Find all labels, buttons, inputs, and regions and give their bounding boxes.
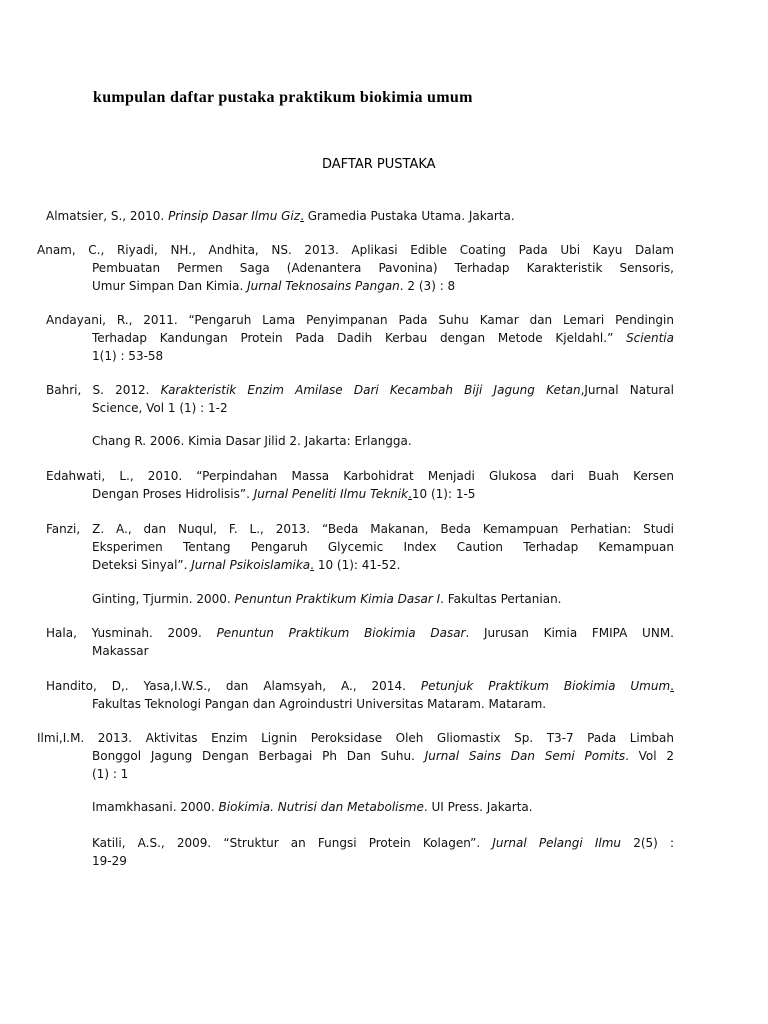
reference-text: ,Jurnal Natural <box>580 383 674 397</box>
reference-text: Andayani, R., 2011. “Pengaruh Lama Penyimpanan Pada Suhu Kamar dan Lemari Pendingin <box>46 313 674 327</box>
reference-line <box>37 729 674 747</box>
reference-text: Imamkhasani. 2000. <box>92 800 219 814</box>
reference-line <box>46 624 674 642</box>
reference-line <box>92 399 228 417</box>
reference-text: 1(1) : 53-58 <box>92 349 164 363</box>
reference-text: Fanzi, Z. A., dan Nuqul, F. L., 2013. “Beda Makanan, Beda Kemampuan Perhatian: Studi <box>46 522 674 536</box>
reference-line <box>46 381 674 399</box>
reference-line <box>46 311 674 329</box>
reference-text: Deteksi Sinyal”. <box>92 558 192 572</box>
reference-text: Pembuatan Permen Saga (Adenantera Pavonina) Terhadap Karakteristik Sensoris, <box>92 261 674 275</box>
reference-text: Edahwati, L., 2010. “Perpindahan Massa Karbohidrat Menjadi Glukosa dari Buah Kersen <box>46 469 674 483</box>
reference-text: Dengan Proses Hidrolisis”. <box>92 487 254 501</box>
reference-text: Katili, A.S., 2009. “Struktur an Fungsi Protein Kolagen”. <box>92 836 493 850</box>
section-title: DAFTAR PUSTAKA <box>322 157 436 172</box>
reference-text: Umur Simpan Dan Kimia. <box>92 279 248 293</box>
reference-text: . <box>408 487 412 501</box>
reference-text: Terhadap Kandungan Protein Pada Dadih Kerbau dengan Metode Kjeldahl.” <box>92 331 627 345</box>
reference-title: Jurnal Psikoislamika <box>191 558 311 572</box>
reference-title: Jurnal Teknosains Pangan <box>247 279 400 293</box>
reference-line <box>46 520 674 538</box>
reference-line <box>92 432 412 450</box>
reference-line <box>92 834 674 852</box>
reference-line <box>92 259 674 277</box>
reference-line <box>92 277 455 295</box>
reference-title: Jurnal Peneliti Ilmu Teknik <box>253 487 409 501</box>
reference-title: Petunjuk Praktikum Biokimia Umum <box>420 679 671 693</box>
reference-title: Biokimia. Nutrisi dan Metabolisme <box>218 800 424 814</box>
reference-line <box>92 798 533 816</box>
reference-line <box>92 642 149 660</box>
reference-text: Makassar <box>92 644 149 658</box>
reference-text: . UI Press. Jakarta. <box>423 800 533 814</box>
reference-title: Karakteristik Enzim Amilase Dari Kecambah Biji Jagung Ketan <box>160 383 581 397</box>
reference-text: Ginting, Tjurmin. 2000. <box>92 592 235 606</box>
reference-text: (1) : 1 <box>92 767 129 781</box>
reference-text: Fakultas Teknologi Pangan dan Agroindustri Universitas Mataram. Mataram. <box>92 697 547 711</box>
reference-line <box>92 329 674 347</box>
reference-text: Science, Vol 1 (1) : 1-2 <box>92 401 228 415</box>
reference-text: Gramedia Pustaka Utama. Jakarta. <box>303 209 515 223</box>
reference-line <box>46 207 515 225</box>
reference-text: Eksperimen Tentang Pengaruh Glycemic Index Caution Terhadap Kemampuan <box>92 540 674 554</box>
reference-title: Jurnal Sains Dan Semi Pomits <box>424 749 626 763</box>
reference-line <box>92 590 562 608</box>
reference-text: 19-29 <box>92 854 127 868</box>
reference-text: Chang R. 2006. Kimia Dasar Jilid 2. Jakarta: Erlangga. <box>92 434 412 448</box>
reference-title: Penuntun Praktikum Kimia Dasar I <box>234 592 441 606</box>
reference-text: Handito, D,. Yasa,I.W.S., dan Alamsyah, A., 2014. <box>46 679 421 693</box>
reference-text: . <box>670 679 674 693</box>
reference-text: . <box>310 558 314 572</box>
reference-line <box>92 852 127 870</box>
reference-line <box>92 485 475 503</box>
reference-line <box>92 538 674 556</box>
reference-line <box>92 347 163 365</box>
page-heading: kumpulan daftar pustaka praktikum biokimia umum <box>93 89 473 106</box>
reference-text: Hala, Yusminah. 2009. <box>46 626 217 640</box>
reference-text: Ilmi,I.M. 2013. Aktivitas Enzim Lignin Peroksidase Oleh Gliomastix Sp. T3-7 Pada Limbah <box>37 731 674 745</box>
reference-title: Penuntun Praktikum Biokimia Dasar <box>216 626 466 640</box>
reference-text: 2(5) : <box>621 836 674 850</box>
reference-text: Bahri, S. 2012. <box>46 383 161 397</box>
reference-line <box>92 765 128 783</box>
reference-title: Scientia <box>626 331 674 345</box>
reference-text: . Jurusan Kimia FMIPA UNM. <box>465 626 674 640</box>
reference-text: 10 (1): 41-52. <box>314 558 401 572</box>
reference-text: Anam, C., Riyadi, NH., Andhita, NS. 2013. Aplikasi Edible Coating Pada Ubi Kayu Dalam <box>37 243 674 257</box>
reference-title: Prinsip Dasar Ilmu Giz <box>168 209 301 223</box>
reference-title: Jurnal Pelangi Ilmu <box>492 836 622 850</box>
reference-line <box>37 241 674 259</box>
reference-text: . <box>300 209 304 223</box>
reference-text: . 2 (3) : 8 <box>399 279 456 293</box>
reference-text: . Fakultas Pertanian. <box>440 592 562 606</box>
reference-text: Almatsier, S., 2010. <box>46 209 169 223</box>
reference-line <box>92 747 674 765</box>
reference-line <box>46 467 674 485</box>
reference-line <box>46 677 674 695</box>
reference-text: 10 (1): 1-5 <box>411 487 476 501</box>
reference-text: Bonggol Jagung Dengan Berbagai Ph Dan Suhu. <box>92 749 425 763</box>
reference-text: . Vol 2 <box>625 749 674 763</box>
reference-line <box>92 695 546 713</box>
reference-line <box>92 556 400 574</box>
